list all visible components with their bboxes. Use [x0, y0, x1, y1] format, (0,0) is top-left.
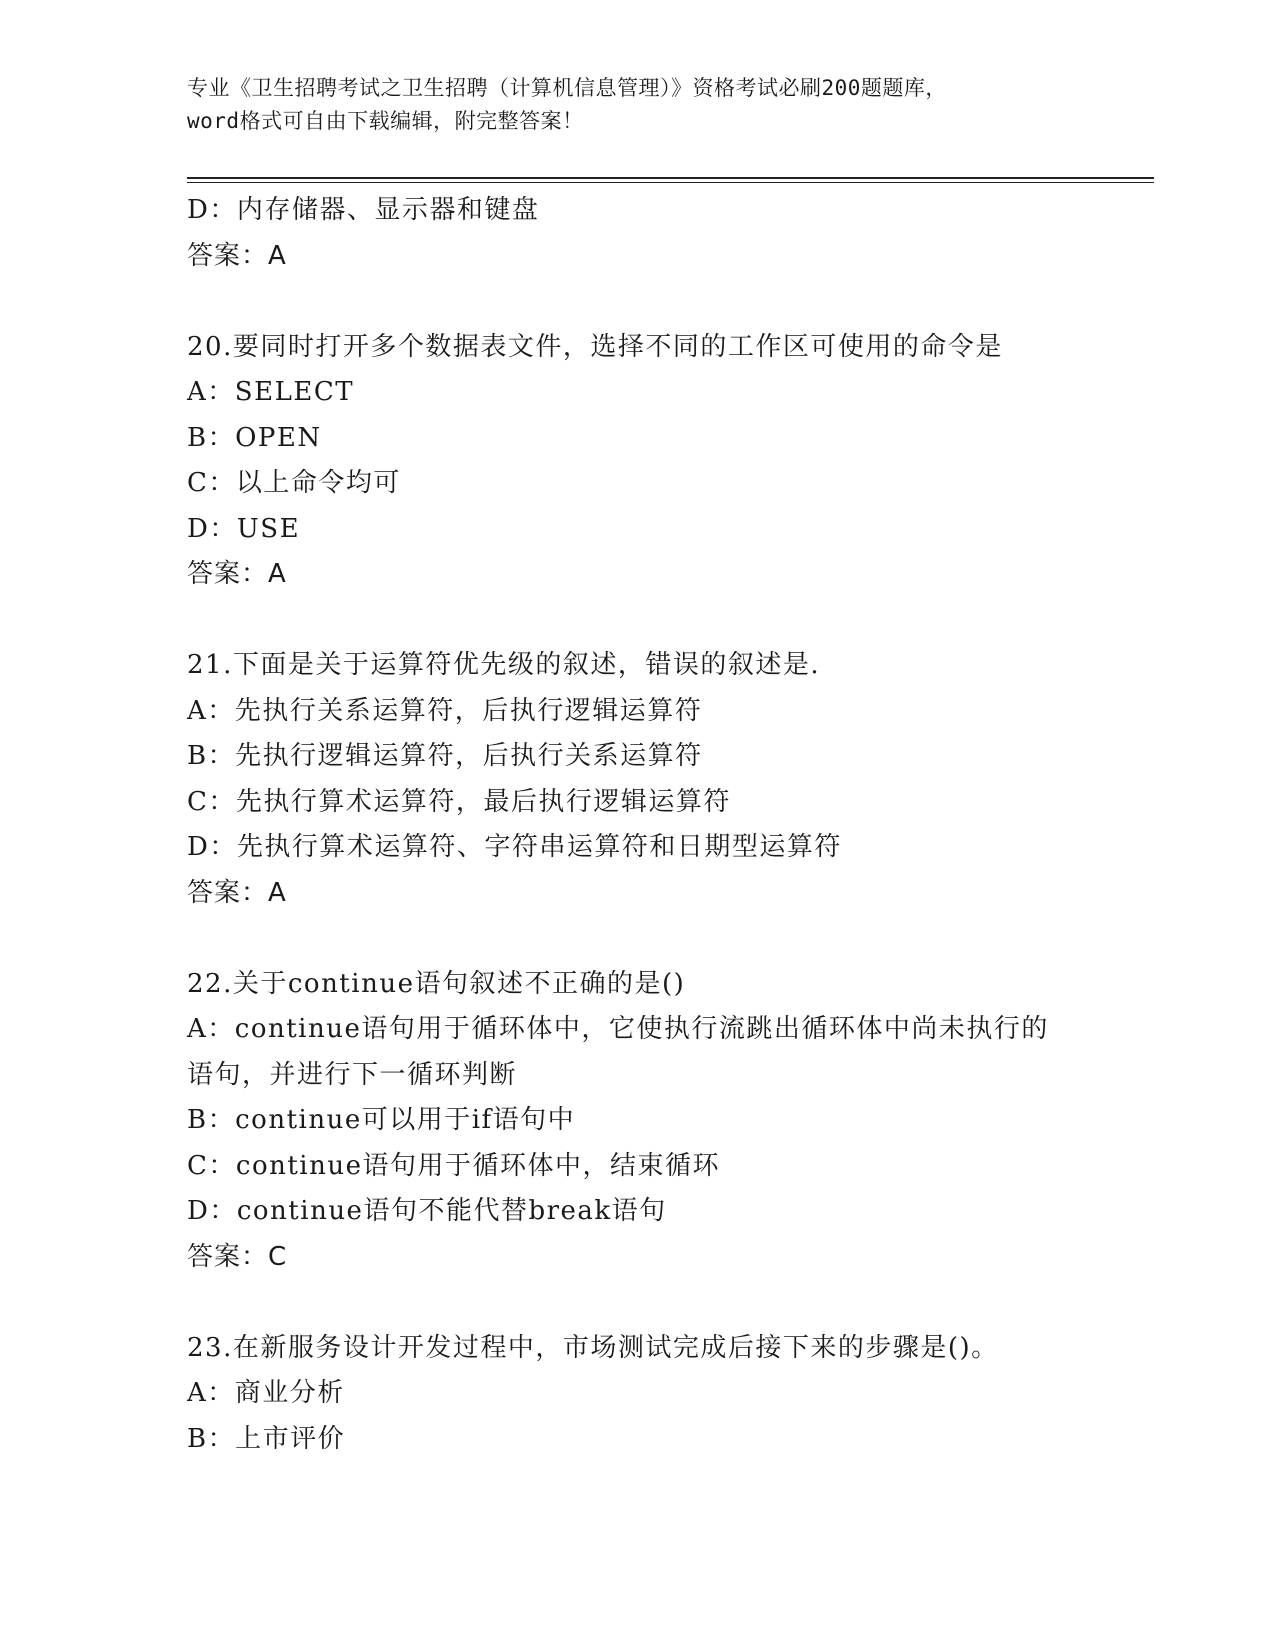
spacer	[187, 916, 1087, 962]
document-header	[187, 72, 1087, 138]
question-23	[187, 1326, 1087, 1463]
spacer	[187, 279, 1087, 325]
question-text: 23.在新服务设计开发过程中，市场测试完成后接下来的步骤是()。	[187, 1332, 999, 1363]
option-c: C：以上命令均可	[187, 468, 401, 498]
header-rule-thick	[187, 177, 1154, 179]
option-d: D：先执行算术运算符、字符串运算符和日期型运算符	[187, 832, 842, 862]
header-rule-thin	[187, 182, 1154, 183]
option-b: B：先执行逻辑运算符，后执行关系运算符	[187, 741, 703, 771]
option-a-line-2: 语句，并进行下一循环判断	[187, 1059, 518, 1090]
option-d: D：USE	[187, 513, 301, 544]
question-22	[187, 962, 1087, 1281]
option-b: B：OPEN	[187, 422, 322, 453]
question-text: 22.关于continue语句叙述不正确的是()	[187, 968, 686, 999]
question-19-tail	[187, 188, 1087, 279]
option-a: A：SELECT	[187, 377, 355, 407]
answer: 答案：C	[187, 1241, 288, 1272]
header-line-2: word格式可自由下载编辑，附完整答案！	[187, 109, 584, 133]
spacer	[187, 598, 1087, 644]
option-a-line-1: A：continue语句用于循环体中，它使执行流跳出循环体中尚未执行的	[187, 1014, 1049, 1044]
question-text: 20.要同时打开多个数据表文件，选择不同的工作区可使用的命令是	[187, 331, 1003, 362]
spacer	[187, 1280, 1087, 1326]
question-text: 21.下面是关于运算符优先级的叙述，错误的叙述是.	[187, 650, 821, 680]
option-d: D：内存储器、显示器和键盘	[187, 195, 540, 225]
option-d: D：continue语句不能代替break语句	[187, 1196, 667, 1226]
option-a: A：商业分析	[187, 1378, 345, 1408]
answer: 答案：A	[187, 877, 287, 908]
option-c: C：先执行算术运算符，最后执行逻辑运算符	[187, 786, 731, 817]
question-list	[187, 188, 1087, 1462]
question-20	[187, 325, 1087, 598]
option-c: C：continue语句用于循环体中，结束循环	[187, 1150, 720, 1181]
option-a: A：先执行关系运算符，后执行逻辑运算符	[187, 695, 703, 726]
header-line-1: 专业《卫生招聘考试之卫生招聘（计算机信息管理）》资格考试必刷200题题库，	[187, 76, 947, 100]
answer: 答案：A	[187, 240, 287, 271]
question-21	[187, 643, 1087, 916]
option-b: B：上市评价	[187, 1423, 346, 1454]
option-b: B：continue可以用于if语句中	[187, 1105, 576, 1135]
answer: 答案：A	[187, 559, 287, 589]
